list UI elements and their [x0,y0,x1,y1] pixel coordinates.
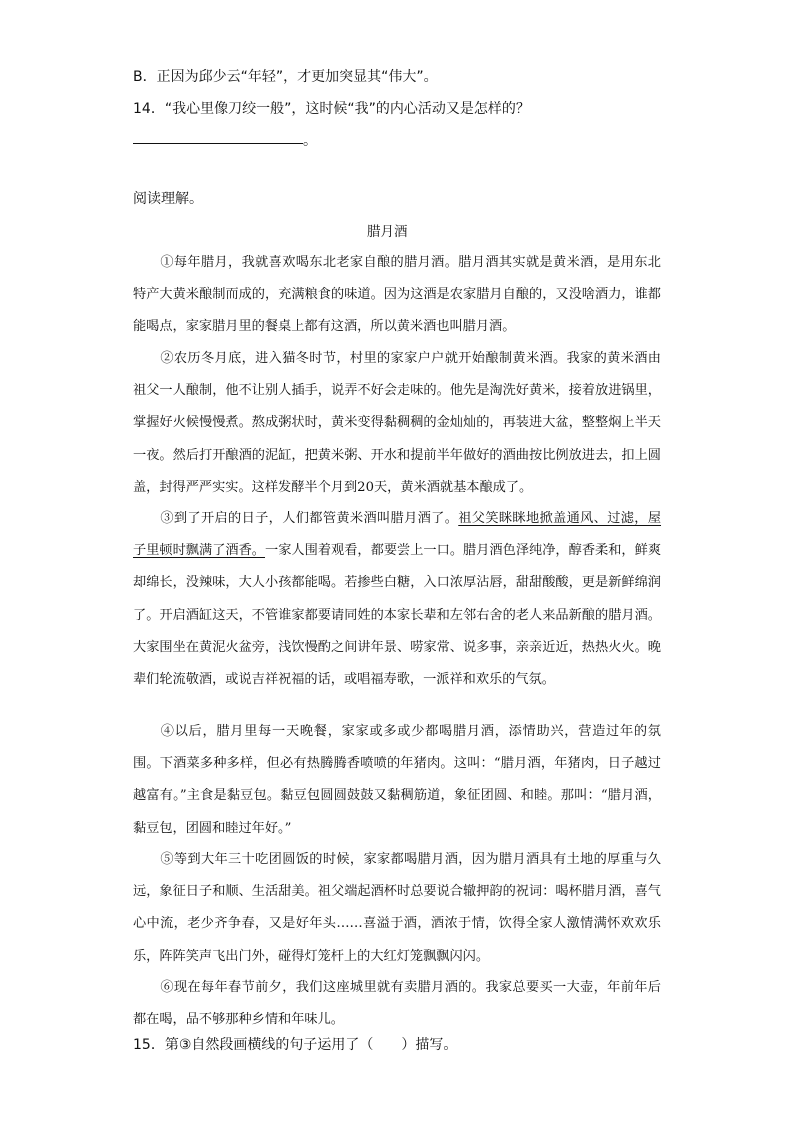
paragraph-1: ①每年腊月，我就喜欢喝东北老家自酿的腊月酒。腊月酒其实就是黄米酒，是用东北特产大黄米酿制而成的，充满粮食的味道。因为这酒是农家腊月自酿的，又没啥酒力，谁都能喝点，家家腊月里的餐桌上都有这酒，所以黄米酒也叫腊月酒。 [133,255,661,335]
paragraph-4: ④以后，腊月里每一天晚餐，家家或多或少都喝腊月酒，添情助兴，营造过年的氛围。下酒菜多种多样，但必有热腾腾香喷喷的年猪肉。这叫：“腊月酒，年猪肉，日子越过越富有。”主食是黏豆包。黏豆包圆圆鼓鼓又黏稠筋道，象征团圆、和睦。那叫：“腊月酒，黏豆包，团圆和睦过年好。” [133,724,661,836]
underlined-sentence: 祖父笑眯眯地掀盖通风、过滤，屋子里顿时飘满了酒香。 [133,511,662,559]
paragraph-6: ⑥现在每年春节前夕，我们这座城里就有卖腊月酒的。我家总要买一大壶，年前年后都在喝，品不够那种乡情和年味儿。 [133,980,661,1028]
paragraph-5: ⑤等到大年三十吃团圆饭的时候，家家都喝腊月酒，因为腊月酒具有土地的厚重与久远，象征日子和顺、生活甜美。祖父端起酒杯时总要说合辙押韵的祝词：喝杯腊月酒，喜气心中流，老少齐争春，又是好年头……喜溢于酒，酒浓于情，饮得全家人激情满怀欢欢乐乐，阵阵笑声飞出门外，碰得灯笼杆上的大红灯笼飘飘闪闪。 [133,852,661,964]
question-15: 15．第③自然段画横线的句子运用了（ ）描写。 [133,1037,458,1053]
paragraph-2: ②农历冬月底，进入猫冬时节，村里的家家户户就开始酿制黄米酒。我家的黄米酒由祖父一人酿制，他不让别人插手，说弄不好会走味的。他先是淘洗好黄米，接着放进锅里，掌握好火候慢慢煮。熬成粥状时，黄米变得黏稠稠的金灿灿的，再装进大盆，整整焖上半天一夜。然后打开酿酒的泥缸，把黄米粥、开水和提前半年做好的酒曲按比例放进去，扣上圆盖，封得严严实实。这样发酵半个月到20天，黄米酒就基本酿成了。 [133,351,661,495]
answer-blank [133,143,303,144]
option-b: B．正因为邱少云“年轻”，才更加突显其“伟大”。 [133,69,438,85]
paragraph-3: ③到了开启的日子，人们都管黄米酒叫腊月酒了。祖父笑眯眯地掀盖通风、过滤，屋子里顿时飘满了酒香。一家人围着观看，都要尝上一口。腊月酒色泽纯净，醇香柔和，鲜爽却绵长，没辣味，大人小孩都能喝。若掺些白糖，入口浓厚沾唇，甜甜酸酸，更是新鲜绵润了。开启酒缸这天，不管谁家都要请同姓的本家长辈和左邻右舍的老人来品新酿的腊月酒。大家围坐在黄泥火盆旁，浅饮慢酌之间讲年景、唠家常、说多事，亲亲近近，热热火火。晚辈们轮流敬酒，或说吉祥祝福的话，或唱福寿歌，一派祥和欢乐的气氛。 [133,511,662,688]
answer-period: 。 [303,133,317,149]
article-title: 腊月酒 [367,224,408,240]
section-heading: 阅读理解。 [133,191,203,207]
question-14: 14．“我心里像刀绞一般”，这时候“我”的内心活动又是怎样的？ [133,101,530,117]
